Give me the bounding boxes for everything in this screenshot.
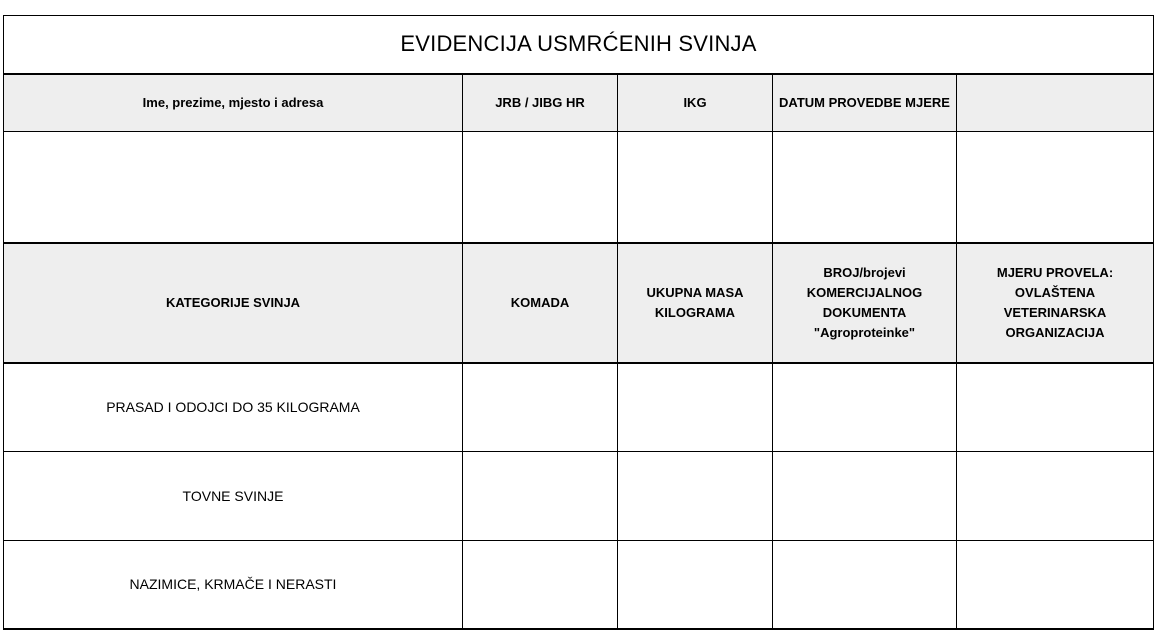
header-empty	[957, 74, 1154, 132]
masa-cell[interactable]	[618, 541, 773, 629]
header-ikg: IKG	[618, 74, 773, 132]
dokument-cell[interactable]	[773, 363, 957, 452]
organizacija-cell[interactable]	[957, 363, 1154, 452]
komada-cell[interactable]	[463, 363, 618, 452]
header-provela-line: OVLAŠTENA	[1014, 284, 1096, 300]
ikg-cell[interactable]	[618, 132, 773, 243]
header-kategorije: KATEGORIJE SVINJA	[4, 243, 463, 363]
organizacija-cell[interactable]	[957, 452, 1154, 541]
header-masa-text: UKUPNA MASA KILOGRAMA	[646, 284, 744, 320]
category-label: NAZIMICE, KRMAČE I NERASTI	[4, 541, 463, 629]
header-provela-line: ORGANIZACIJA	[1005, 324, 1105, 340]
header-mjeru-provela	[957, 243, 1154, 363]
form-title: EVIDENCIJA USMRĆENIH SVINJA	[4, 16, 1154, 74]
owner-header-row	[4, 74, 1154, 132]
category-label: TOVNE SVINJE	[4, 452, 463, 541]
header-provela-line: VETERINARSKA	[1003, 304, 1107, 320]
owner-entry-row	[4, 132, 1154, 243]
table-row	[4, 541, 1154, 629]
header-komada: KOMADA	[463, 243, 618, 363]
records-table	[3, 15, 1154, 630]
title-row	[4, 16, 1154, 74]
datum-cell[interactable]	[773, 132, 957, 243]
category-header-row	[4, 243, 1154, 363]
header-datum: DATUM PROVEDBE MJERE	[773, 74, 957, 132]
header-owner: Ime, prezime, mjesto i adresa	[4, 74, 463, 132]
owner-cell[interactable]	[4, 132, 463, 243]
komada-cell[interactable]	[463, 452, 618, 541]
extra-cell[interactable]	[957, 132, 1154, 243]
komada-cell[interactable]	[463, 541, 618, 629]
masa-cell[interactable]	[618, 452, 773, 541]
jrb-cell[interactable]	[463, 132, 618, 243]
form-sheet	[3, 15, 1153, 628]
organizacija-cell[interactable]	[957, 541, 1154, 629]
header-broj-dokumenta	[773, 243, 957, 363]
header-provela-line: MJERU PROVELA:	[996, 264, 1114, 280]
header-masa	[618, 243, 773, 363]
category-label: PRASAD I ODOJCI DO 35 KILOGRAMA	[4, 363, 463, 452]
header-broj-line: DOKUMENTA	[822, 304, 907, 320]
dokument-cell[interactable]	[773, 541, 957, 629]
dokument-cell[interactable]	[773, 452, 957, 541]
header-broj-line: "Agroproteinke"	[813, 324, 916, 340]
table-row	[4, 452, 1154, 541]
header-broj-line: BROJ/brojevi	[823, 264, 906, 280]
header-broj-line: KOMERCIJALNOG	[806, 284, 923, 300]
masa-cell[interactable]	[618, 363, 773, 452]
table-row	[4, 363, 1154, 452]
header-jrb: JRB / JIBG HR	[463, 74, 618, 132]
